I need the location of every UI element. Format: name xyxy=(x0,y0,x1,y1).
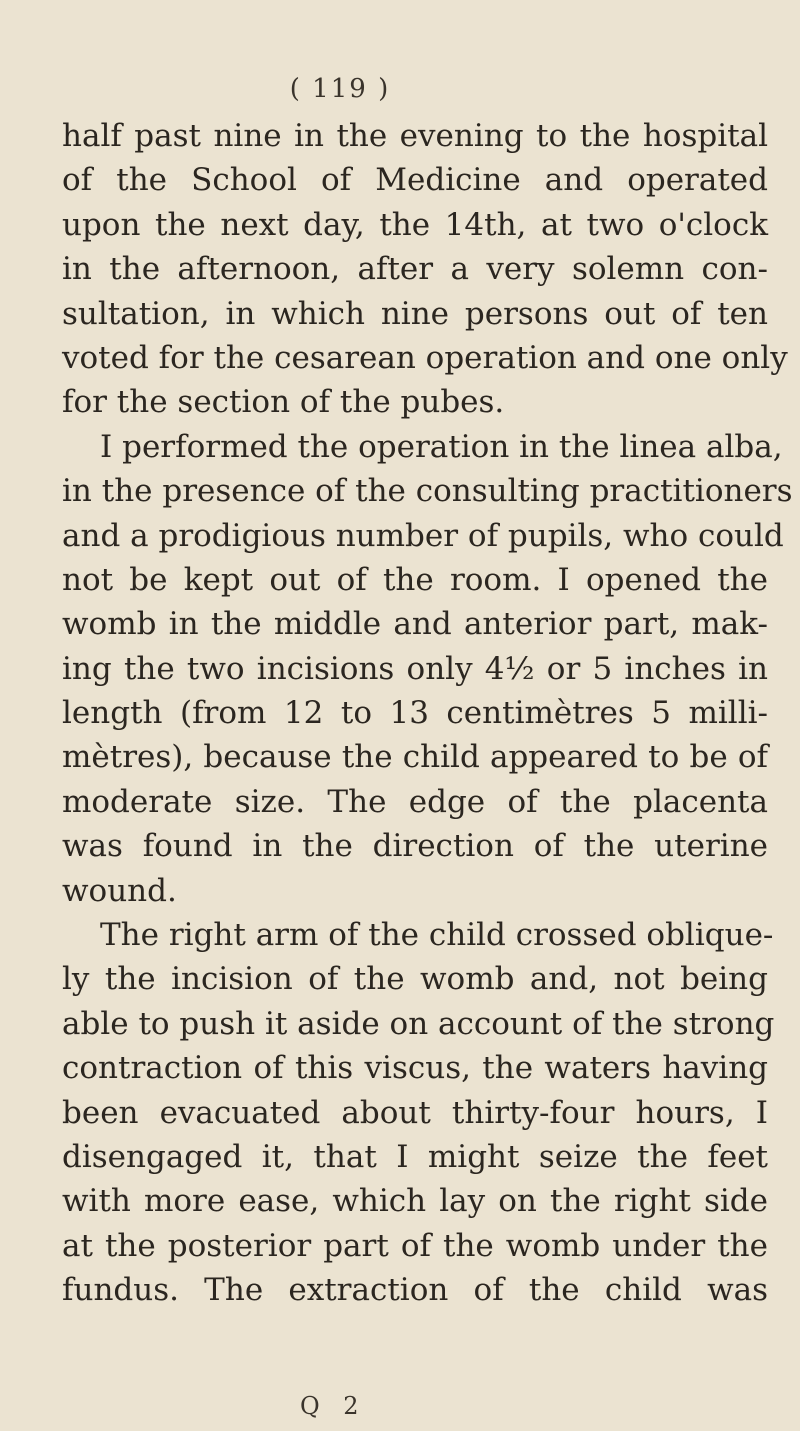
text-line: disengaged it, that I might seize the feet xyxy=(62,1138,768,1175)
text-line: at the posterior part of the womb under the xyxy=(62,1227,768,1264)
text-line: in the afternoon, after a very solemn con- xyxy=(62,251,768,288)
text-line: moderate size. The edge of the placenta xyxy=(62,783,768,820)
text-line: been evacuated about thirty-four hours, I xyxy=(62,1094,768,1131)
text-line: wound. xyxy=(62,872,177,909)
body-text xyxy=(62,114,793,1313)
signature-mark: Q 2 xyxy=(300,1392,367,1420)
text-line: sultation, in which nine persons out of ten xyxy=(62,295,768,332)
text-line: with more ease, which lay on the right side xyxy=(62,1183,768,1220)
text-line: ing the two incisions only 4½ or 5 inches in xyxy=(62,650,768,687)
text-line: length (from 12 to 13 centimètres 5 milli- xyxy=(62,695,768,732)
text-line: ly the incision of the womb and, not being xyxy=(62,961,768,998)
text-line: upon the next day, the 14th, at two o'clock xyxy=(62,206,768,243)
text-line-paragraph-start: The right arm of the child crossed oblique- xyxy=(100,917,774,954)
text-line: able to push it aside on account of the strong xyxy=(62,1005,775,1042)
text-line: in the presence of the consulting practitioners xyxy=(62,473,793,510)
text-line: voted for the cesarean operation and one only xyxy=(62,339,788,376)
text-line: not be kept out of the room. I opened the xyxy=(62,561,768,598)
text-line-paragraph-start: I performed the operation in the linea alba, xyxy=(100,428,783,465)
text-line: was found in the direction of the uterine xyxy=(62,828,768,865)
text-line: half past nine in the evening to the hospital xyxy=(62,118,768,154)
page-number: ( 119 ) xyxy=(289,74,391,104)
text-line: mètres), because the child appeared to be of xyxy=(62,739,768,776)
text-line: contraction of this viscus, the waters having xyxy=(62,1050,768,1087)
text-line: fundus. The extraction of the child was xyxy=(62,1272,768,1309)
text-line: for the section of the pubes. xyxy=(62,384,505,421)
text-line: of the School of Medicine and operated xyxy=(62,162,768,199)
text-line: and a prodigious number of pupils, who could xyxy=(62,517,784,554)
text-line: womb in the middle and anterior part, mak- xyxy=(62,606,768,643)
